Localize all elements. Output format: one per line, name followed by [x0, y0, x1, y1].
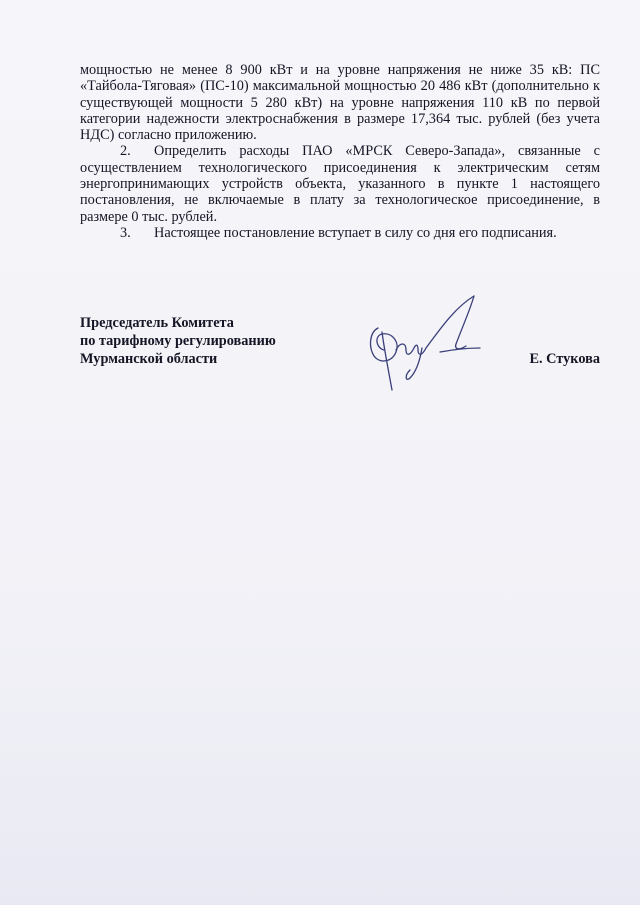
item-number: 2.	[120, 143, 131, 160]
signer-name: Е. Стукова	[529, 351, 600, 367]
signature-icon	[362, 292, 482, 394]
item-number: 3.	[120, 224, 131, 241]
signer-title-line: Председатель Комитета	[80, 315, 234, 331]
continuation-paragraph: мощностью не менее 8 900 кВт и на уровне напряжения не ниже 35 кВ: ПС «Тайбола-Тяговая» (ПС-10) максимальной мощностью 20 486 кВт (дополнительно к существующей мощности 5 280 кВт) на уровне напряжения 110 кВ по первой категории надежности электроснабжения в размере 17,364 тыс. рублей (без учета НДС) согласно приложению.	[80, 62, 600, 144]
document-body	[80, 62, 600, 241]
signer-title-line: Мурманской области	[80, 351, 218, 367]
list-item-2	[80, 143, 600, 224]
list-item-3	[80, 225, 600, 241]
item-text: Определить расходы ПАО «МРСК Северо-Запада», связанные с осуществлением технологического присоединения к электрическим сетям энергопринимающих устройств объекта, указанного в пункте 1 настоящего постановления, не включаемые в плату за технологическое присоединение, в размере 0 тыс. рублей.	[80, 143, 600, 225]
handwritten-signature	[362, 292, 482, 394]
item-text: Настоящее постановление вступает в силу со дня его подписания.	[154, 224, 557, 241]
signature-block	[80, 314, 600, 368]
signer-title	[80, 314, 600, 368]
signer-title-line: по тарифному регулированию	[80, 333, 276, 349]
